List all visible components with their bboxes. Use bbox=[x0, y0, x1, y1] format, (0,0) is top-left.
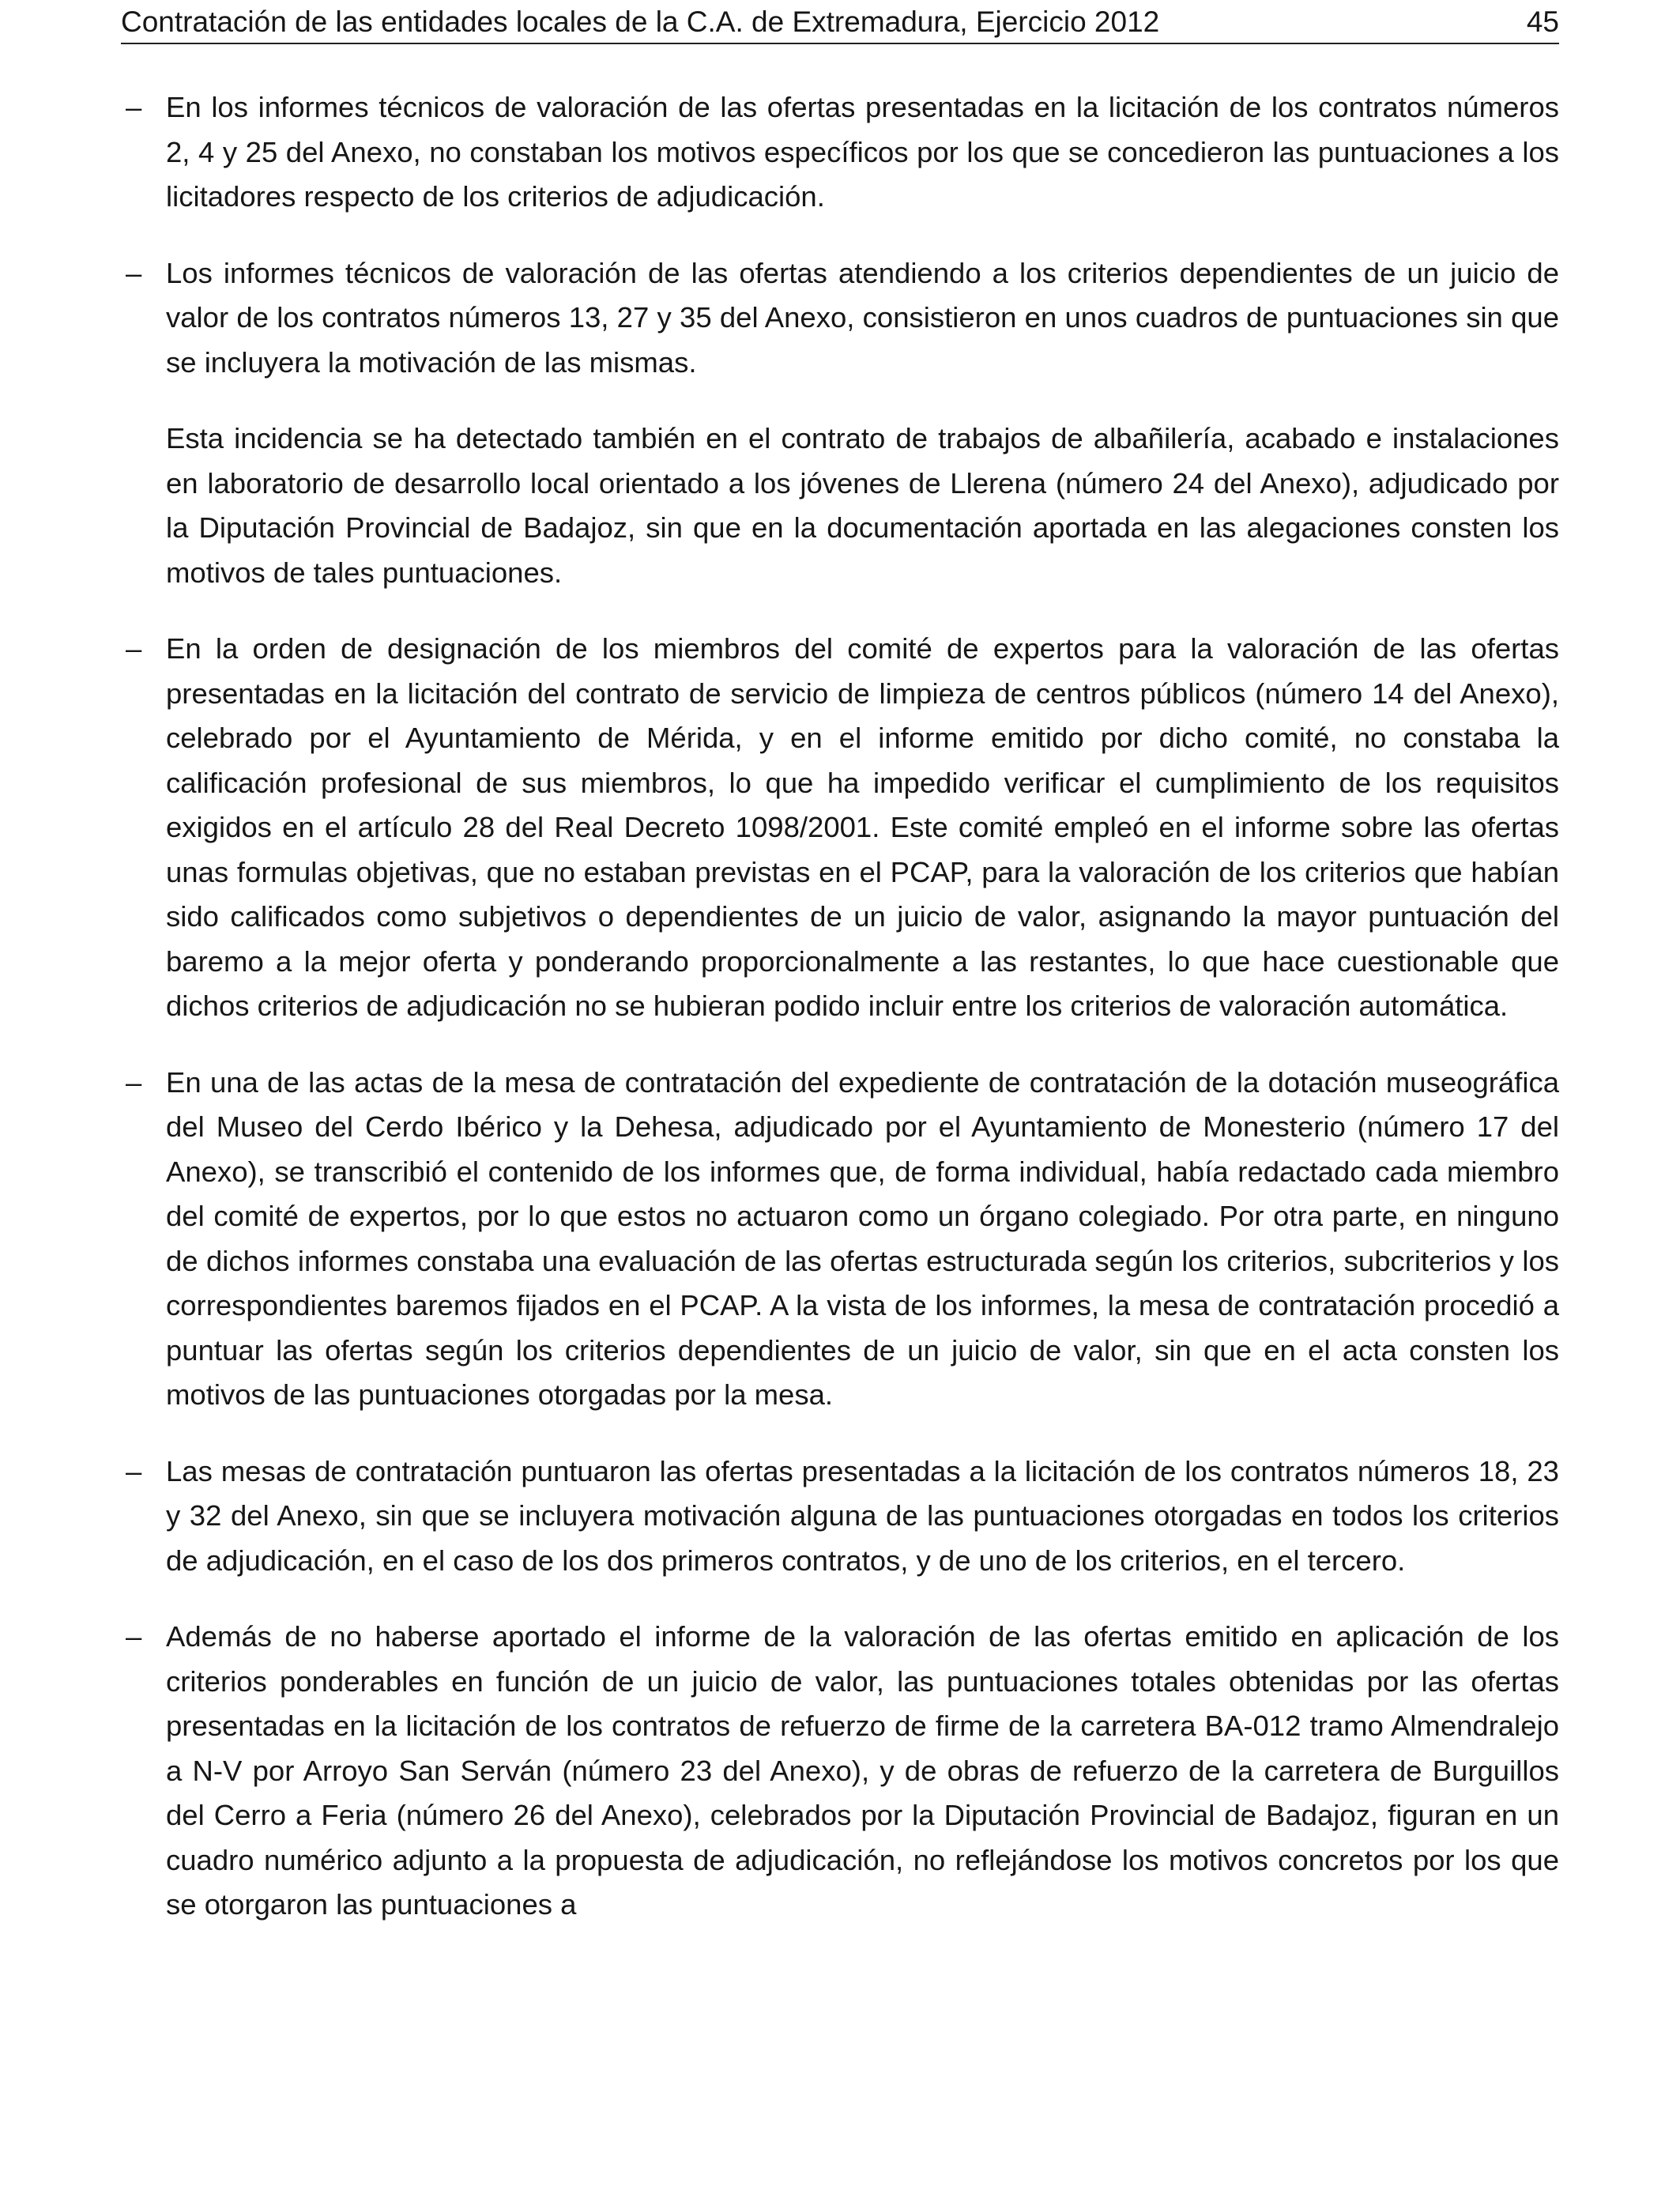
bullet-dash: – bbox=[126, 256, 142, 289]
paragraph: En los informes técnicos de valoración de las ofertas presentadas en la licitación de los contratos números 2, 4 y 25 del Anexo, no constaban los motivos específicos por los que se concedieron las puntuaciones a los licitadores respecto de los criterios de adjudicación. bbox=[166, 91, 1559, 213]
list-item bbox=[121, 1615, 1559, 1928]
paragraph: En una de las actas de la mesa de contratación del expediente de contratación de la dotación museográfica del Museo del Cerdo Ibérico y la Dehesa, adjudicado por el Ayuntamiento de Monesterio (número 17 del Anexo), se transcribió el contenido de los informes que, de forma individual, había redactado cada miembro del comité de expertos, por lo que estos no actuaron como un órgano colegiado. Por otra parte, en ninguno de dichos informes constaba una evaluación de las ofertas estructurada según los criterios, subcriterios y los correspondientes baremos fijados en el PCAP. A la vista de los informes, la mesa de contratación procedió a puntuar las ofertas según los criterios dependientes de un juicio de valor, sin que en el acta consten los motivos de las puntuaciones otorgadas por la mesa. bbox=[166, 1065, 1559, 1411]
bullet-dash: – bbox=[126, 1620, 142, 1653]
list-item bbox=[121, 251, 1559, 596]
bullet-dash: – bbox=[126, 1454, 142, 1487]
bullet-dash: – bbox=[126, 632, 142, 665]
page-number: 45 bbox=[1526, 6, 1559, 38]
bullet-dash: – bbox=[126, 91, 142, 123]
list-item bbox=[121, 1449, 1559, 1584]
page-header bbox=[121, 0, 1559, 44]
list-item bbox=[121, 627, 1559, 1029]
list-item bbox=[121, 85, 1559, 220]
paragraph: Además de no haberse aportado el informe de la valoración de las ofertas emitido en aplicación de los criterios ponderables en función de un juicio de valor, las puntuaciones totales obtenidas por las ofertas presentadas en la licitación de los contratos de refuerzo de firme de la carretera BA-012 tramo Almendralejo a N-V por Arroyo San Serván (número 23 del Anexo), y de obras de refuerzo de la carretera de Burguillos del Cerro a Feria (número 26 del Anexo), celebrados por la Diputación Provincial de Badajoz, figuran en un cuadro numérico adjunto a la propuesta de adjudicación, no reflejándose los motivos concretos por los que se otorgaron las puntuaciones a bbox=[166, 1620, 1559, 1921]
list-item bbox=[121, 1061, 1559, 1418]
paragraph: Las mesas de contratación puntuaron las ofertas presentadas a la licitación de los contratos números 18, 23 y 32 del Anexo, sin que se incluyera motivación alguna de las puntuaciones otorgadas en todos los criterios de adjudicación, en el caso de los dos primeros contratos, y de uno de los criterios, en el tercero. bbox=[166, 1454, 1559, 1577]
running-header-title: Contratación de las entidades locales de la C.A. de Extremadura, Ejercicio 2012 bbox=[121, 6, 1160, 38]
document-body bbox=[121, 85, 1559, 1959]
paragraph: Los informes técnicos de valoración de las ofertas atendiendo a los criterios dependientes de un juicio de valor de los contratos números 13, 27 y 35 del Anexo, consistieron en unos cuadros de puntuaciones sin que se incluyera la motivación de las mismas. bbox=[166, 256, 1559, 379]
paragraph: En la orden de designación de los miembros del comité de expertos para la valoración de las ofertas presentadas en la licitación del contrato de servicio de limpieza de centros públicos (número 14 del Anexo), celebrado por el Ayuntamiento de Mérida, y en el informe emitido por dicho comité, no constaba la calificación profesional de sus miembros, lo que ha impedido verificar el cumplimiento de los requisitos exigidos en el artículo 28 del Real Decreto 1098/2001. Este comité empleó en el informe sobre las ofertas unas formulas objetivas, que no estaban previstas en el PCAP, para la valoración de los criterios que habían sido calificados como subjetivos o dependientes de un juicio de valor, asignando la mayor puntuación del baremo a la mejor oferta y ponderando proporcionalmente a las restantes, lo que hace cuestionable que dichos criterios de adjudicación no se hubieran podido incluir entre los criterios de valoración automática. bbox=[166, 632, 1559, 1022]
bullet-dash: – bbox=[126, 1065, 142, 1099]
paragraph: Esta incidencia se ha detectado también en el contrato de trabajos de albañilería, acabado e instalaciones en laboratorio de desarrollo local orientado a los jóvenes de Llerena (número 24 del Anexo), adjudicado por la Diputación Provincial de Badajoz, sin que en la documentación aportada en las alegaciones consten los motivos de tales puntuaciones. bbox=[166, 422, 1559, 589]
